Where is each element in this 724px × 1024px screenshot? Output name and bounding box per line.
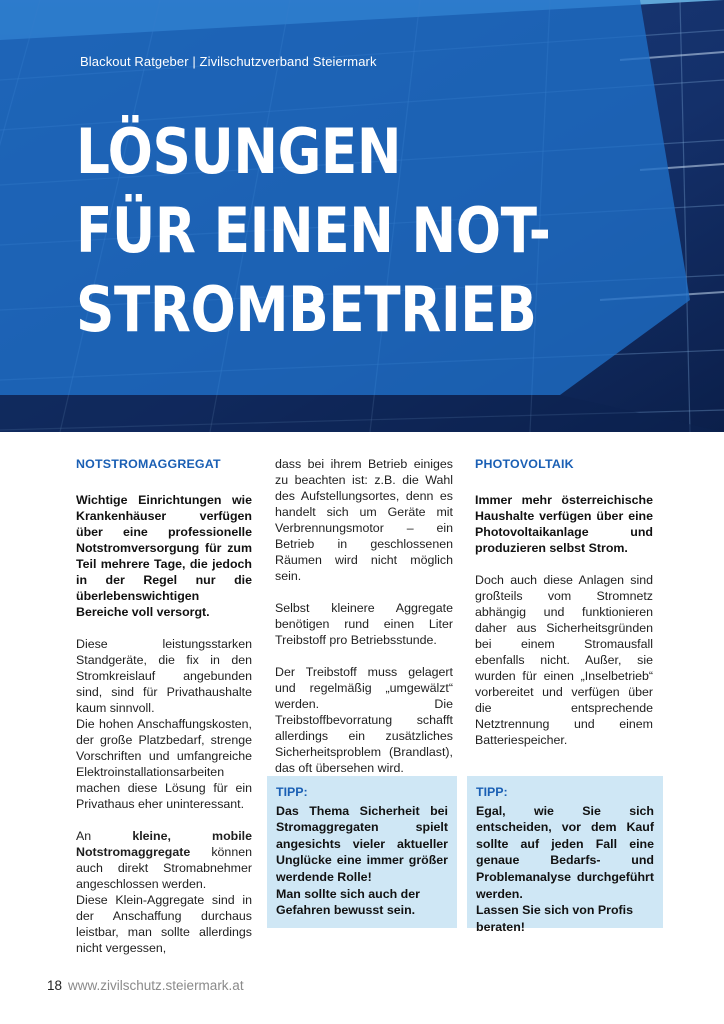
paragraph-text: An: [76, 829, 133, 843]
page-footer: [47, 978, 244, 993]
column-continued: [275, 456, 453, 792]
lead-paragraph: Immer mehr österreichische Haushalte verfügen über eine Photovoltaikanlage und produzieren selbst Strom.: [475, 493, 653, 555]
page-number: 18: [47, 978, 63, 993]
section-heading-photovoltaik: PHOTOVOLTAIK: [475, 457, 574, 471]
section-heading-notstromaggregat: NOTSTROMAGGREGAT: [76, 457, 221, 471]
column-notstromaggregat: [76, 456, 252, 956]
hero-banner: [0, 0, 724, 432]
tipp-text: Egal, wie Sie sich entscheiden, vor dem Kauf sollte auf jeden Fall eine genaue Bedarfs- und Problemanalyse durchgeführt werden.: [476, 803, 654, 901]
title-line-3: STROMBETRIEB: [76, 273, 537, 346]
paragraph: [76, 828, 252, 956]
paragraph-text: können auch direkt Stromabnehmer angeschlossen werden.: [76, 845, 252, 891]
paragraph-text: Diese Klein-Aggregate sind in der Anschaffung durchaus leistbar, man sollte allerdings nicht vergessen,: [76, 893, 252, 955]
paragraph-text: Diese leistungsstarken Standgeräte, die fix in den Stromkreislauf angebunden sind, sind für Privathaushalte kaum sinnvoll.: [76, 637, 252, 715]
paragraph-text: Die hohen Anschaffungskosten, der große Platzbedarf, strenge Vorschriften und umfangreiche Elektroinstallationsarbeiten machen diese Lösung für ein Privathaus eher uninteressant.: [76, 717, 252, 811]
lead-paragraph: Wichtige Einrichtungen wie Krankenhäuser verfügen über eine professionelle Notstromversorgung für zum Teil mehrere Tage, die jedoch in der Regel nur die überlebenswichtigen Bereiche voll versorgt.: [76, 493, 252, 619]
tipp-label: TIPP:: [476, 785, 508, 799]
tipp-text: Das Thema Sicherheit bei Stromaggregaten spielt angesichts vieler aktueller Unglücke eine immer größer werdende Rolle!: [276, 803, 448, 884]
page-title: [76, 112, 626, 349]
column-photovoltaik: [475, 456, 653, 764]
tipp-text: Man sollte sich auch der Gefahren bewusst sein.: [276, 886, 420, 918]
paragraph: Selbst kleinere Aggregate benötigen rund einen Liter Treibstoff pro Betriebsstunde.: [275, 601, 453, 647]
paragraph-bold-text: kleine, mobile Notstromaggregate: [76, 829, 252, 859]
tipp-label: TIPP:: [276, 785, 308, 799]
footer-url-link[interactable]: www.zivilschutz.steiermark.at: [68, 978, 244, 993]
tipp-box-beratung: [467, 776, 663, 934]
paragraph: [76, 636, 252, 812]
tipp-box-sicherheit: [267, 776, 457, 928]
hero-subtitle: Blackout Ratgeber | Zivilschutzverband Steiermark: [80, 54, 377, 69]
title-line-1: LÖSUNGEN: [76, 115, 402, 188]
paragraph: Der Treibstoff muss gelagert und regelmäßig „umgewälzt“ werden. Die Treibstoffbevorratung schafft allerdings ein zusätzliches Sicherheitsproblem (Brandlast), das oft übersehen wird.: [275, 665, 453, 775]
paragraph: Doch auch diese Anlagen sind großteils vom Stromnetz abhängig und funktionieren daher aus Sicherheitsgründen bei einem Stromausfall ebenfalls nicht. Außer, sie wurden für einen „Inselbetrieb“ vorbereitet und verfügen über die entsprechende Netztrennung und einem Batteriespeicher.: [475, 573, 653, 747]
tipp-text: Lassen Sie sich von Profis beraten!: [476, 903, 634, 934]
title-line-2: FÜR EINEN NOT-: [76, 194, 551, 267]
paragraph: dass bei ihrem Betrieb einiges zu beachten ist: z.B. die Wahl des Aufstellungsortes, denn es handelt sich um Geräte mit Verbrennungsmotor – ein Betrieb in geschlossenen Räumen wird nicht möglich sein.: [275, 457, 453, 583]
